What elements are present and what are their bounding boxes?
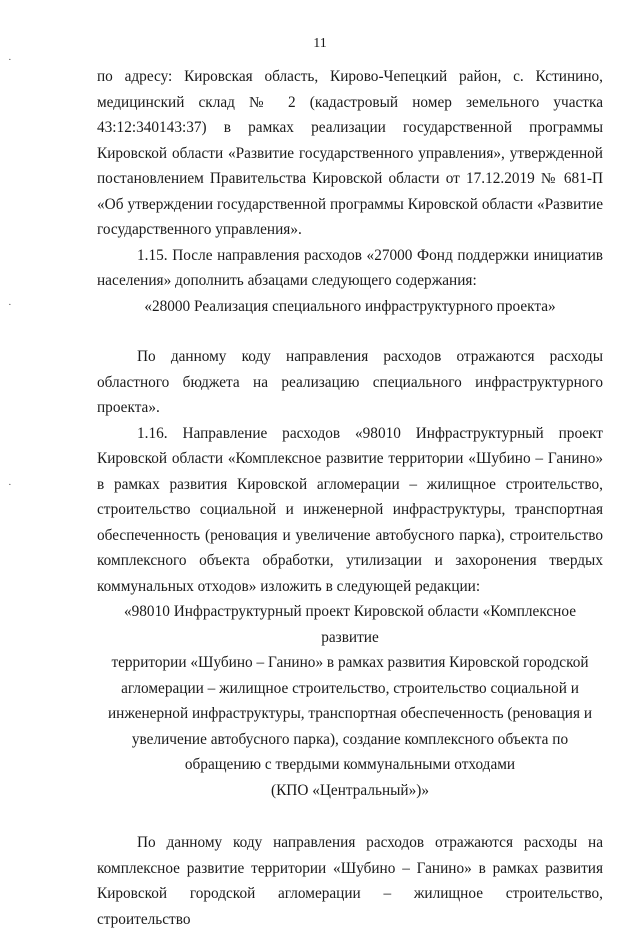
blank-line (97, 319, 603, 344)
title-line: инженерной инфраструктуры, транспортная обеспеченность (реновация и (107, 705, 593, 722)
title-line: увеличение автобусного парка), создание комплексного объекта по (131, 730, 569, 748)
document-body (97, 64, 603, 932)
scan-mark: · (8, 299, 12, 311)
paragraph-98010-title (97, 599, 603, 803)
scan-mark: · (8, 54, 12, 66)
paragraph-98010-description: По данному коду направления расходов отражаются расходы на комплексное развитие территории «Шубино – Ганино» в рамках развития Кировской городской агломерации – жилищное строительство, строительство (97, 834, 603, 928)
scan-mark: · (8, 479, 12, 491)
title-line: территории «Шубино – Ганино» в рамках развития Кировской городской (111, 654, 589, 671)
title-line: обращению с твердыми коммунальными отходами (184, 756, 516, 773)
paragraph-address: по адресу: Кировская область, Кирово-Чепецкий район, с. Кстинино, медицинский склад № 2 (кадастровый номер земельного участка 43:12:340143:37) в рамках реализации государственной программы Кировской области «Развитие государственного управления», утвержденной постановлением Правительства Кировской области от 17.12.2019 № 681-П «Об утверждении государственной программы Кировской области «Развитие государственного управления». (97, 68, 603, 238)
paragraph-1-15: 1.15. После направления расходов «27000 Фонд поддержки инициатив населения» дополнить абзацами следующего содержания: (97, 246, 603, 289)
blank-line (97, 803, 603, 830)
paragraph-28000-title: «28000 Реализация специального инфраструктурного проекта» (144, 297, 556, 315)
title-line: «98010 Инфраструктурный проект Кировской области «Комплексное развитие (123, 603, 576, 646)
paragraph-28000-description: По данному коду направления расходов отражаются расходы областного бюджета на реализацию специального инфраструктурного проекта». (97, 348, 603, 416)
page-number: 11 (313, 36, 327, 51)
title-line: агломерации – жилищное строительство, строительство социальной и (121, 679, 579, 697)
paragraph-1-16: 1.16. Направление расходов «98010 Инфраструктурный проект Кировской области «Комплексное развитие территории «Шубино – Ганино» в рамках развития Кировской агломерации – жилищное строительство, строительство социальной и инженерной инфраструктуры, транспортная обеспеченность (реновация и увеличение автобусного парка), строительство комплексного объекта обработки, утилизации и захоронения твердых коммунальных отходов» изложить в следующей редакции: (97, 424, 603, 595)
title-line: (КПО «Центральный»)» (271, 781, 429, 799)
